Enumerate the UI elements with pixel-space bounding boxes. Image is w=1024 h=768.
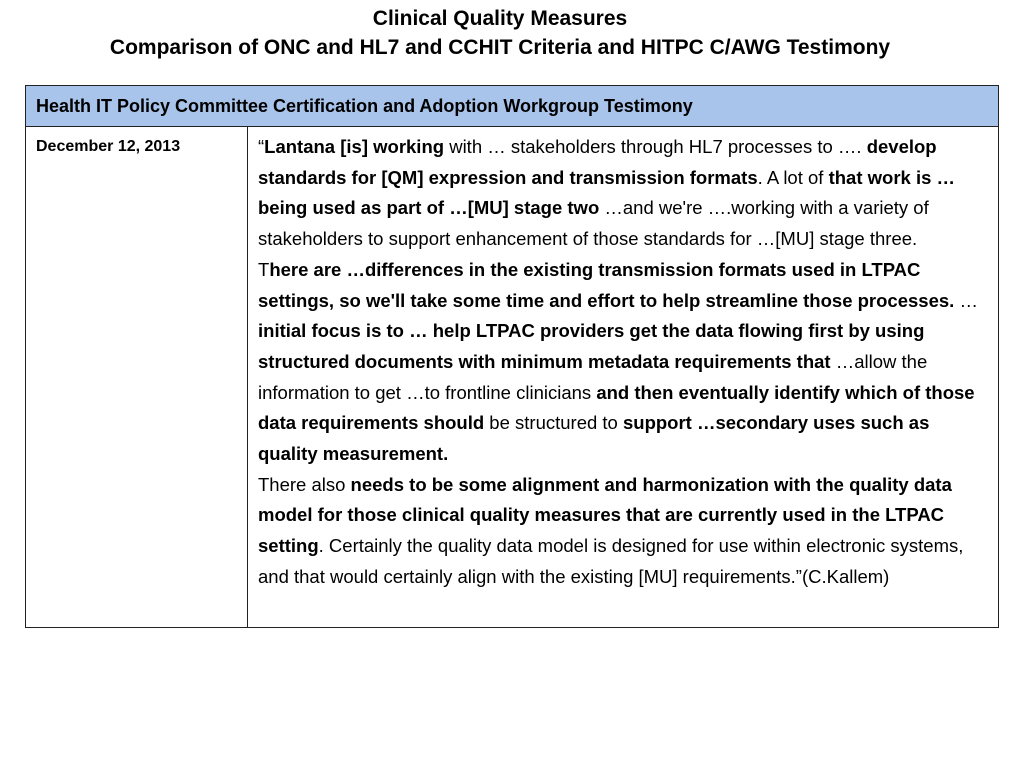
table-row bbox=[26, 127, 999, 628]
text-run: be structured to bbox=[484, 412, 623, 434]
text-run: There also bbox=[258, 473, 351, 495]
bold-text-run: support …secondary uses such as quality measurement. bbox=[258, 412, 930, 465]
text-run: with … stakeholders through HL7 processes to …. bbox=[444, 136, 867, 157]
testimony-text bbox=[248, 127, 999, 628]
testimony-table bbox=[25, 85, 999, 628]
bold-text-run: Lantana [is] working bbox=[264, 136, 445, 157]
text-run: …allow the information to get …to frontline clinicians bbox=[258, 350, 928, 403]
slide-title: Clinical Quality Measures bbox=[372, 7, 628, 30]
bold-text-run: and then eventually identify which of those data requirements should bbox=[258, 381, 975, 434]
bold-text-run: here are …differences in the existing transmission formats used in LTPAC settings, so we'll take some time and effort to help streamline those processes. bbox=[258, 258, 955, 311]
testimony-paragraph bbox=[258, 255, 988, 470]
bold-text-run: initial focus is to … help LTPAC providers get the data flowing first by using structured documents with minimum metadata requirements that bbox=[258, 320, 925, 372]
slide-subtitle: Comparison of ONC and HL7 and CCHIT Criteria and HITPC C/AWG Testimony bbox=[109, 36, 891, 59]
bold-text-run: needs to be some alignment and harmonization with the quality data model for those clinical quality measures that are currently used in the LTPAC setting bbox=[258, 473, 952, 557]
testimony-paragraph bbox=[258, 132, 988, 255]
text-run: . Certainly the quality data model is designed for use within electronic systems, and that would certainly align with the existing [MU] requirements.”(C.Kallem) bbox=[258, 535, 964, 587]
text-run: “ bbox=[258, 136, 265, 157]
title-block bbox=[0, 4, 1000, 62]
bold-text-run: that work is … being used as part of …[MU] stage two bbox=[258, 166, 956, 219]
table-header: Health IT Policy Committee Certification and Adoption Workgroup Testimony bbox=[26, 86, 999, 127]
bold-text-run: develop standards for [QM] expression and transmission formats bbox=[258, 136, 937, 188]
testimony-paragraph bbox=[258, 470, 988, 593]
text-run: . A lot of bbox=[757, 166, 829, 188]
text-run: …and we're ….working with a variety of stakeholders to support enhancement of those standards for …[MU] stage three. bbox=[258, 197, 929, 250]
table-header-row bbox=[26, 86, 999, 127]
text-run: … bbox=[954, 289, 978, 311]
text-run: T bbox=[258, 258, 270, 280]
testimony-date: December 12, 2013 bbox=[26, 127, 248, 628]
